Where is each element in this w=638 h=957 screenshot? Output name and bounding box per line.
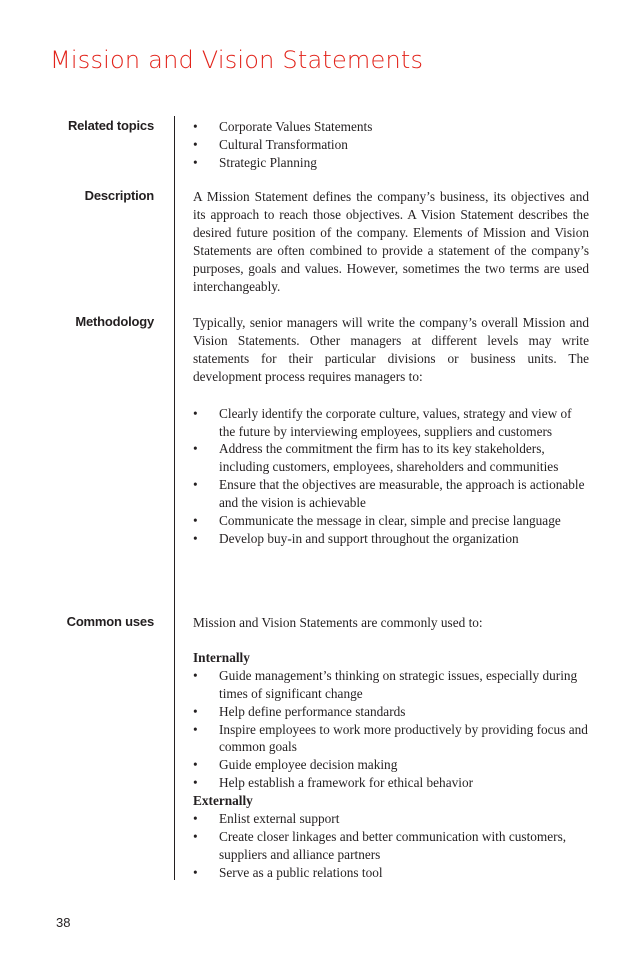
list-item: • Create closer linkages and better communication with customers, suppliers and alliance partners	[193, 828, 567, 862]
internal-uses-list	[193, 667, 589, 792]
page-number: 38	[56, 915, 71, 930]
list-item: • Clearly identify the corporate culture, values, strategy and view of the future by interviewing employees, suppliers and customers	[193, 405, 572, 439]
methodology-list	[193, 405, 589, 548]
list-item: • Communicate the message in clear, simple and precise language	[193, 513, 561, 529]
related-topics-list	[193, 118, 589, 172]
label-common-uses: Common uses	[66, 614, 154, 629]
internally-heading: Internally	[193, 649, 250, 665]
externally-heading: Externally	[193, 793, 253, 809]
list-item: • Inspire employees to work more productively by providing focus and common goals	[193, 721, 588, 755]
common-uses-intro: Mission and Vision Statements are commonly used to:	[193, 615, 483, 630]
list-item: • Help establish a framework for ethical behavior	[193, 775, 474, 791]
description-section	[193, 188, 589, 295]
list-item: • Strategic Planning	[193, 154, 317, 170]
vertical-divider	[174, 116, 175, 880]
list-item: • Cultural Transformation	[193, 136, 348, 152]
related-topics-section	[193, 118, 589, 172]
page-title: Mission and Vision Statements	[50, 46, 424, 74]
common-uses-section	[193, 614, 589, 882]
list-item: • Guide employee decision making	[193, 757, 398, 773]
description-text: A Mission Statement defines the company’s business, its objectives and its approach to reach those objectives. A Vision Statement describes the desired future position of the company. Elements of Mission and Vision Statements are often combined to provide a statement of the company’s purposes, goals and values. However, sometimes the two terms are used interchangeably.	[193, 189, 589, 294]
list-item: • Serve as a public relations tool	[193, 864, 383, 880]
list-item: • Address the commitment the firm has to its key stakeholders, including customers, employees, shareholders and communities	[193, 441, 559, 475]
list-item: • Corporate Values Statements	[193, 119, 373, 134]
list-item: • Enlist external support	[193, 811, 340, 827]
methodology-section	[193, 314, 589, 548]
list-item: • Develop buy-in and support throughout the organization	[193, 530, 519, 546]
list-item: • Guide management’s thinking on strategic issues, especially during times of significant change	[193, 667, 578, 701]
label-description: Description	[84, 188, 154, 203]
external-uses-list	[193, 810, 589, 882]
label-methodology: Methodology	[75, 314, 154, 329]
methodology-intro: Typically, senior managers will write the company’s overall Mission and Vision Statements. Other managers at different levels may write statements for their particular divisions or business units. The development process requires managers to:	[193, 315, 589, 384]
list-item: • Ensure that the objectives are measurable, the approach is actionable and the vision is achievable	[193, 477, 585, 511]
label-related-topics: Related topics	[67, 118, 154, 133]
list-item: • Help define performance standards	[193, 703, 406, 719]
